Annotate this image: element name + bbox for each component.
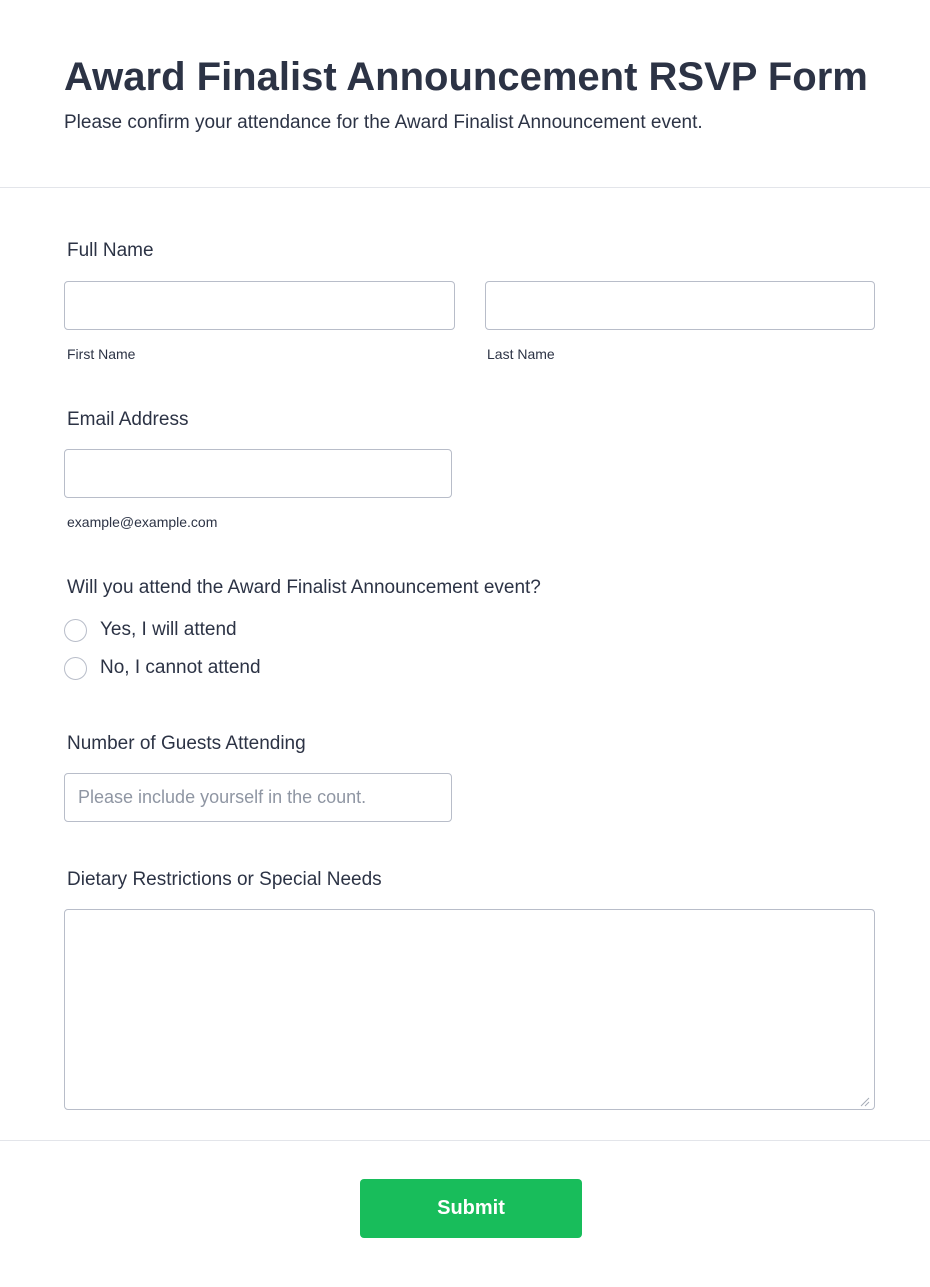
radio-option-label: Yes, I will attend [100, 619, 237, 640]
radio-option-yes[interactable] [64, 617, 237, 643]
dietary-textarea[interactable] [64, 909, 875, 1110]
email-sublabel: example@example.com [67, 514, 218, 530]
form-subtitle: Please confirm your attendance for the Award Finalist Announcement event. [64, 112, 703, 133]
dietary-label: Dietary Restrictions or Special Needs [67, 869, 382, 890]
first-name-sublabel: First Name [67, 346, 136, 362]
radio-option-no[interactable] [64, 655, 261, 681]
last-name-sublabel: Last Name [487, 346, 555, 362]
first-name-input[interactable] [64, 281, 455, 330]
form-header [0, 0, 930, 188]
guests-label: Number of Guests Attending [67, 733, 306, 754]
radio-option-label: No, I cannot attend [100, 657, 261, 678]
email-label: Email Address [67, 409, 189, 430]
form-title: Award Finalist Announcement RSVP Form [64, 55, 868, 99]
resize-handle-icon[interactable] [858, 1095, 870, 1107]
submit-button[interactable]: Submit [360, 1179, 582, 1238]
attendance-question: Will you attend the Award Finalist Announcement event? [67, 577, 541, 598]
full-name-label: Full Name [67, 240, 154, 261]
radio-circle-icon[interactable] [64, 619, 87, 642]
footer-divider [0, 1140, 930, 1141]
email-input[interactable] [64, 449, 452, 498]
radio-circle-icon[interactable] [64, 657, 87, 680]
guests-input[interactable] [64, 773, 452, 822]
last-name-input[interactable] [485, 281, 875, 330]
